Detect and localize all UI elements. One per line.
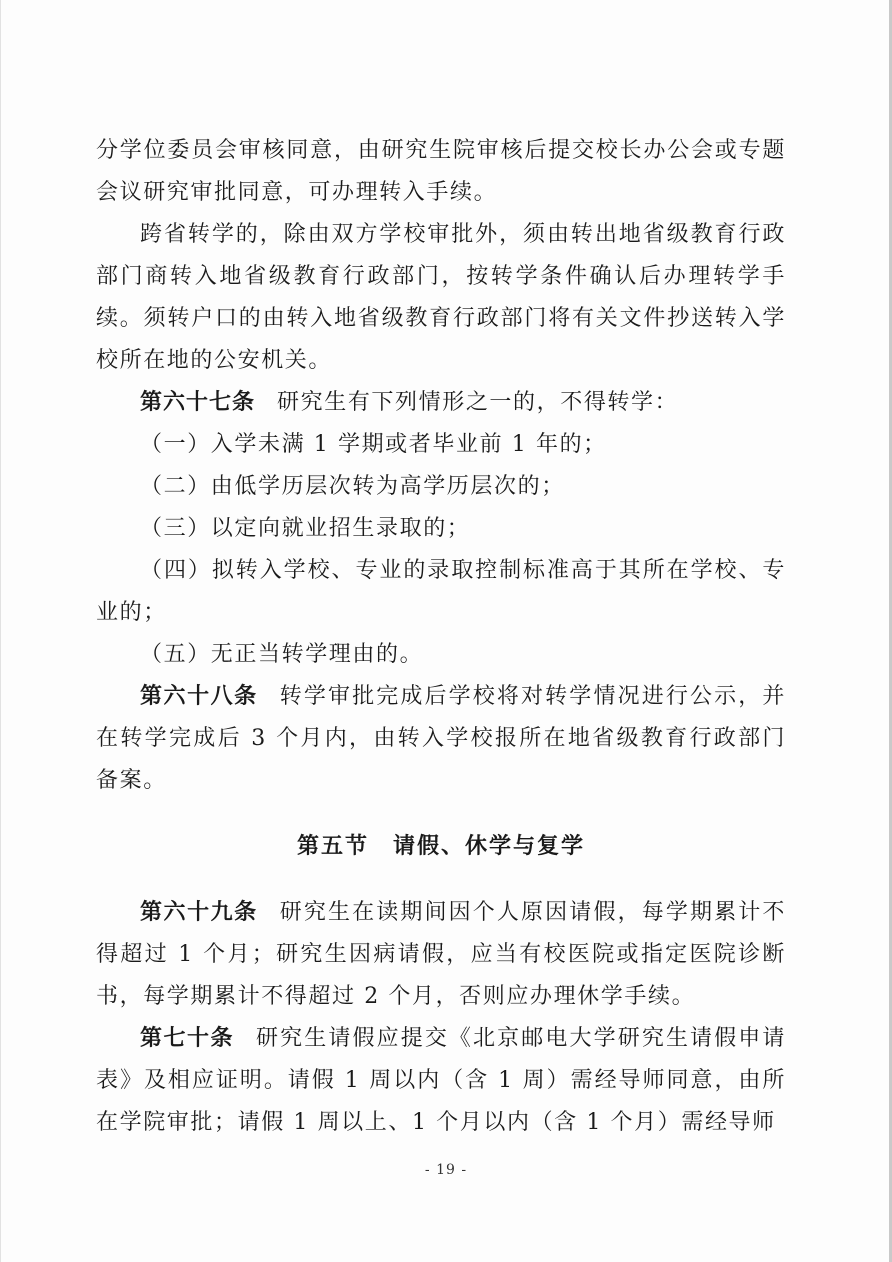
paragraph-interprovincial-transfer: 跨省转学的，除由双方学校审批外，须由转出地省级教育行政部门商转入地省级教育行政部门，按转学条件确认后办理转学手续。须转户口的由转入地省级教育行政部门将有关文件抄送转入学校所在地的公安机关。: [96, 222, 786, 373]
article-70: [96, 1018, 786, 1144]
scan-edge-left: [0, 0, 1, 1262]
article-67-item-4: （四）拟转入学校、专业的录取控制标准高于其所在学校、专业的；: [96, 558, 786, 625]
article-67-label: 第六十七条: [140, 390, 256, 415]
article-69: [96, 892, 786, 1018]
paragraph-continued: 分学位委员会审核同意，由研究生院审核后提交校长办公会或专题会议研究审批同意，可办理转入手续。: [96, 138, 786, 205]
article-69-label: 第六十九条: [140, 900, 258, 925]
article-67: [96, 382, 786, 424]
article-67-item-1: （一）入学未满 1 学期或者毕业前 1 年的；: [140, 432, 607, 457]
page-number: - 19 -: [424, 1162, 468, 1178]
document-body: [96, 130, 786, 1144]
section-title: 第五节 请假、休学与复学: [296, 834, 585, 859]
article-68: [96, 676, 786, 802]
article-67-item-5: （五）无正当转学理由的。: [140, 642, 424, 667]
article-70-label: 第七十条: [140, 1026, 235, 1051]
article-68-text: 转学审批完成后学校将对转学情况进行公示，并在转学完成后 3 个月内，由转入学校报所在地省级教育行政部门备案。: [96, 684, 786, 793]
article-68-label: 第六十八条: [140, 684, 258, 709]
article-69-text: 研究生在读期间因个人原因请假，每学期累计不得超过 1 个月；研究生因病请假，应当有校医院或指定医院诊断书，每学期累计不得超过 2 个月，否则应办理休学手续。: [96, 900, 786, 1009]
article-67-text: 研究生有下列情形之一的，不得转学：: [277, 390, 679, 415]
article-70-text: 研究生请假应提交《北京邮电大学研究生请假申请表》及相应证明。请假 1 周以内（含 1 周）需经导师同意，由所在学院审批；请假 1 周以上、1 个月以内（含 1 个月）需经导师: [96, 1026, 786, 1135]
article-67-item-3: （三）以定向就业招生录取的；: [140, 516, 471, 541]
article-67-item-2: （二）由低学历层次转为高学历层次的；: [140, 474, 565, 499]
